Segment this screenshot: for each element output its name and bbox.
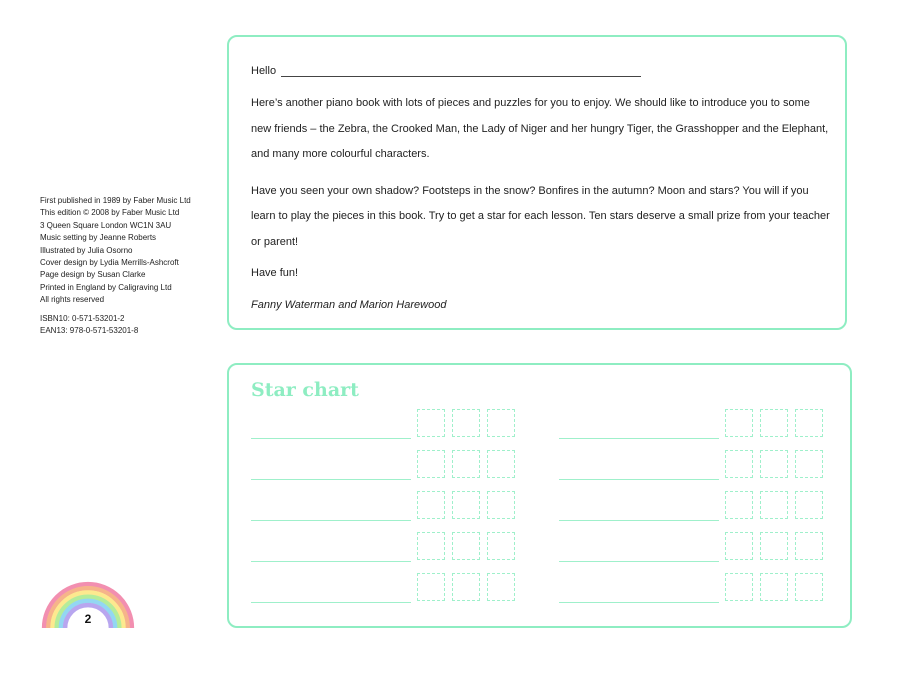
star-chart-row	[251, 573, 521, 605]
star-box[interactable]	[452, 532, 480, 560]
letter-signature: Fanny Waterman and Marion Harewood	[251, 298, 447, 311]
credit-line: Music setting by Jeanne Roberts	[40, 233, 157, 243]
star-box[interactable]	[725, 491, 753, 519]
lesson-name-line[interactable]	[559, 602, 719, 603]
star-box[interactable]	[725, 450, 753, 478]
star-chart-row	[251, 532, 521, 564]
star-box[interactable]	[795, 409, 823, 437]
lesson-name-line[interactable]	[559, 520, 719, 521]
isbn10: ISBN10: 0-571-53201-2	[40, 313, 125, 323]
lesson-name-line[interactable]	[251, 602, 411, 603]
star-box[interactable]	[795, 573, 823, 601]
star-box[interactable]	[487, 409, 515, 437]
star-box[interactable]	[760, 450, 788, 478]
star-box[interactable]	[452, 491, 480, 519]
star-box[interactable]	[452, 573, 480, 601]
credit-line: Page design by Susan Clarke	[40, 270, 146, 280]
credit-line: All rights reserved	[40, 295, 105, 305]
star-box[interactable]	[487, 450, 515, 478]
credit-line: This edition © 2008 by Faber Music Ltd	[40, 208, 180, 218]
star-chart-row	[251, 450, 521, 482]
credit-line: Printed in England by Caligraving Ltd	[40, 282, 172, 292]
star-box[interactable]	[725, 573, 753, 601]
star-box[interactable]	[417, 491, 445, 519]
lesson-name-line[interactable]	[559, 438, 719, 439]
star-box[interactable]	[760, 491, 788, 519]
letter-paragraph-1: Here’s another piano book with lots of pieces and puzzles for you to enjoy. We should like to introduce you to some new friends – the Zebra, the Crooked Man, the Lady of Niger and her hungry Tiger, the Grasshopper and the Elephant, and many more colourful characters.	[251, 97, 829, 160]
star-box[interactable]	[487, 532, 515, 560]
star-box[interactable]	[725, 409, 753, 437]
star-chart-row	[559, 532, 829, 564]
greeting: Hello	[251, 65, 277, 77]
star-box[interactable]	[725, 532, 753, 560]
lesson-name-line[interactable]	[559, 561, 719, 562]
credit-line: Illustrated by Julia Osorno	[40, 245, 133, 255]
credit-line: Cover design by Lydia Merrills-Ashcroft	[40, 258, 179, 268]
letter-box	[227, 35, 847, 330]
star-box[interactable]	[452, 409, 480, 437]
star-chart-row	[559, 450, 829, 482]
credits-block	[40, 195, 225, 337]
letter-paragraph-2: Have you seen your own shadow? Footsteps in the snow? Bonfires in the autumn? Moon and stars? You will if you learn to play the pieces in this book. Try to get a star for each lesson. Ten stars deserve a small prize from your teacher or parent!	[251, 184, 830, 248]
letter-closing: Have fun!	[251, 267, 299, 279]
star-box[interactable]	[417, 532, 445, 560]
star-chart-row	[559, 491, 829, 523]
ean13: EAN13: 978-0-571-53201-8	[40, 326, 139, 336]
star-chart-box	[227, 363, 852, 628]
credit-line: 3 Queen Square London WC1N 3AU	[40, 220, 172, 230]
star-box[interactable]	[760, 532, 788, 560]
star-box[interactable]	[760, 409, 788, 437]
star-chart-row	[559, 409, 829, 441]
star-chart-row	[559, 573, 829, 605]
star-box[interactable]	[487, 573, 515, 601]
page-number: 2	[84, 612, 92, 626]
lesson-name-line[interactable]	[251, 520, 411, 521]
star-box[interactable]	[795, 532, 823, 560]
star-box[interactable]	[417, 450, 445, 478]
star-box[interactable]	[452, 450, 480, 478]
star-box[interactable]	[760, 573, 788, 601]
lesson-name-line[interactable]	[251, 561, 411, 562]
star-box[interactable]	[487, 491, 515, 519]
lesson-name-line[interactable]	[559, 479, 719, 480]
credit-line: First published in 1989 by Faber Music Ltd	[40, 196, 191, 205]
star-box[interactable]	[417, 573, 445, 601]
star-chart-title: Star chart	[251, 379, 359, 401]
star-chart-row	[251, 409, 521, 441]
star-box[interactable]	[795, 491, 823, 519]
name-write-line	[281, 66, 641, 77]
star-chart-row	[251, 491, 521, 523]
lesson-name-line[interactable]	[251, 438, 411, 439]
letter-content	[251, 61, 831, 318]
greeting-line	[251, 61, 831, 77]
lesson-name-line[interactable]	[251, 479, 411, 480]
star-box[interactable]	[417, 409, 445, 437]
star-box[interactable]	[795, 450, 823, 478]
